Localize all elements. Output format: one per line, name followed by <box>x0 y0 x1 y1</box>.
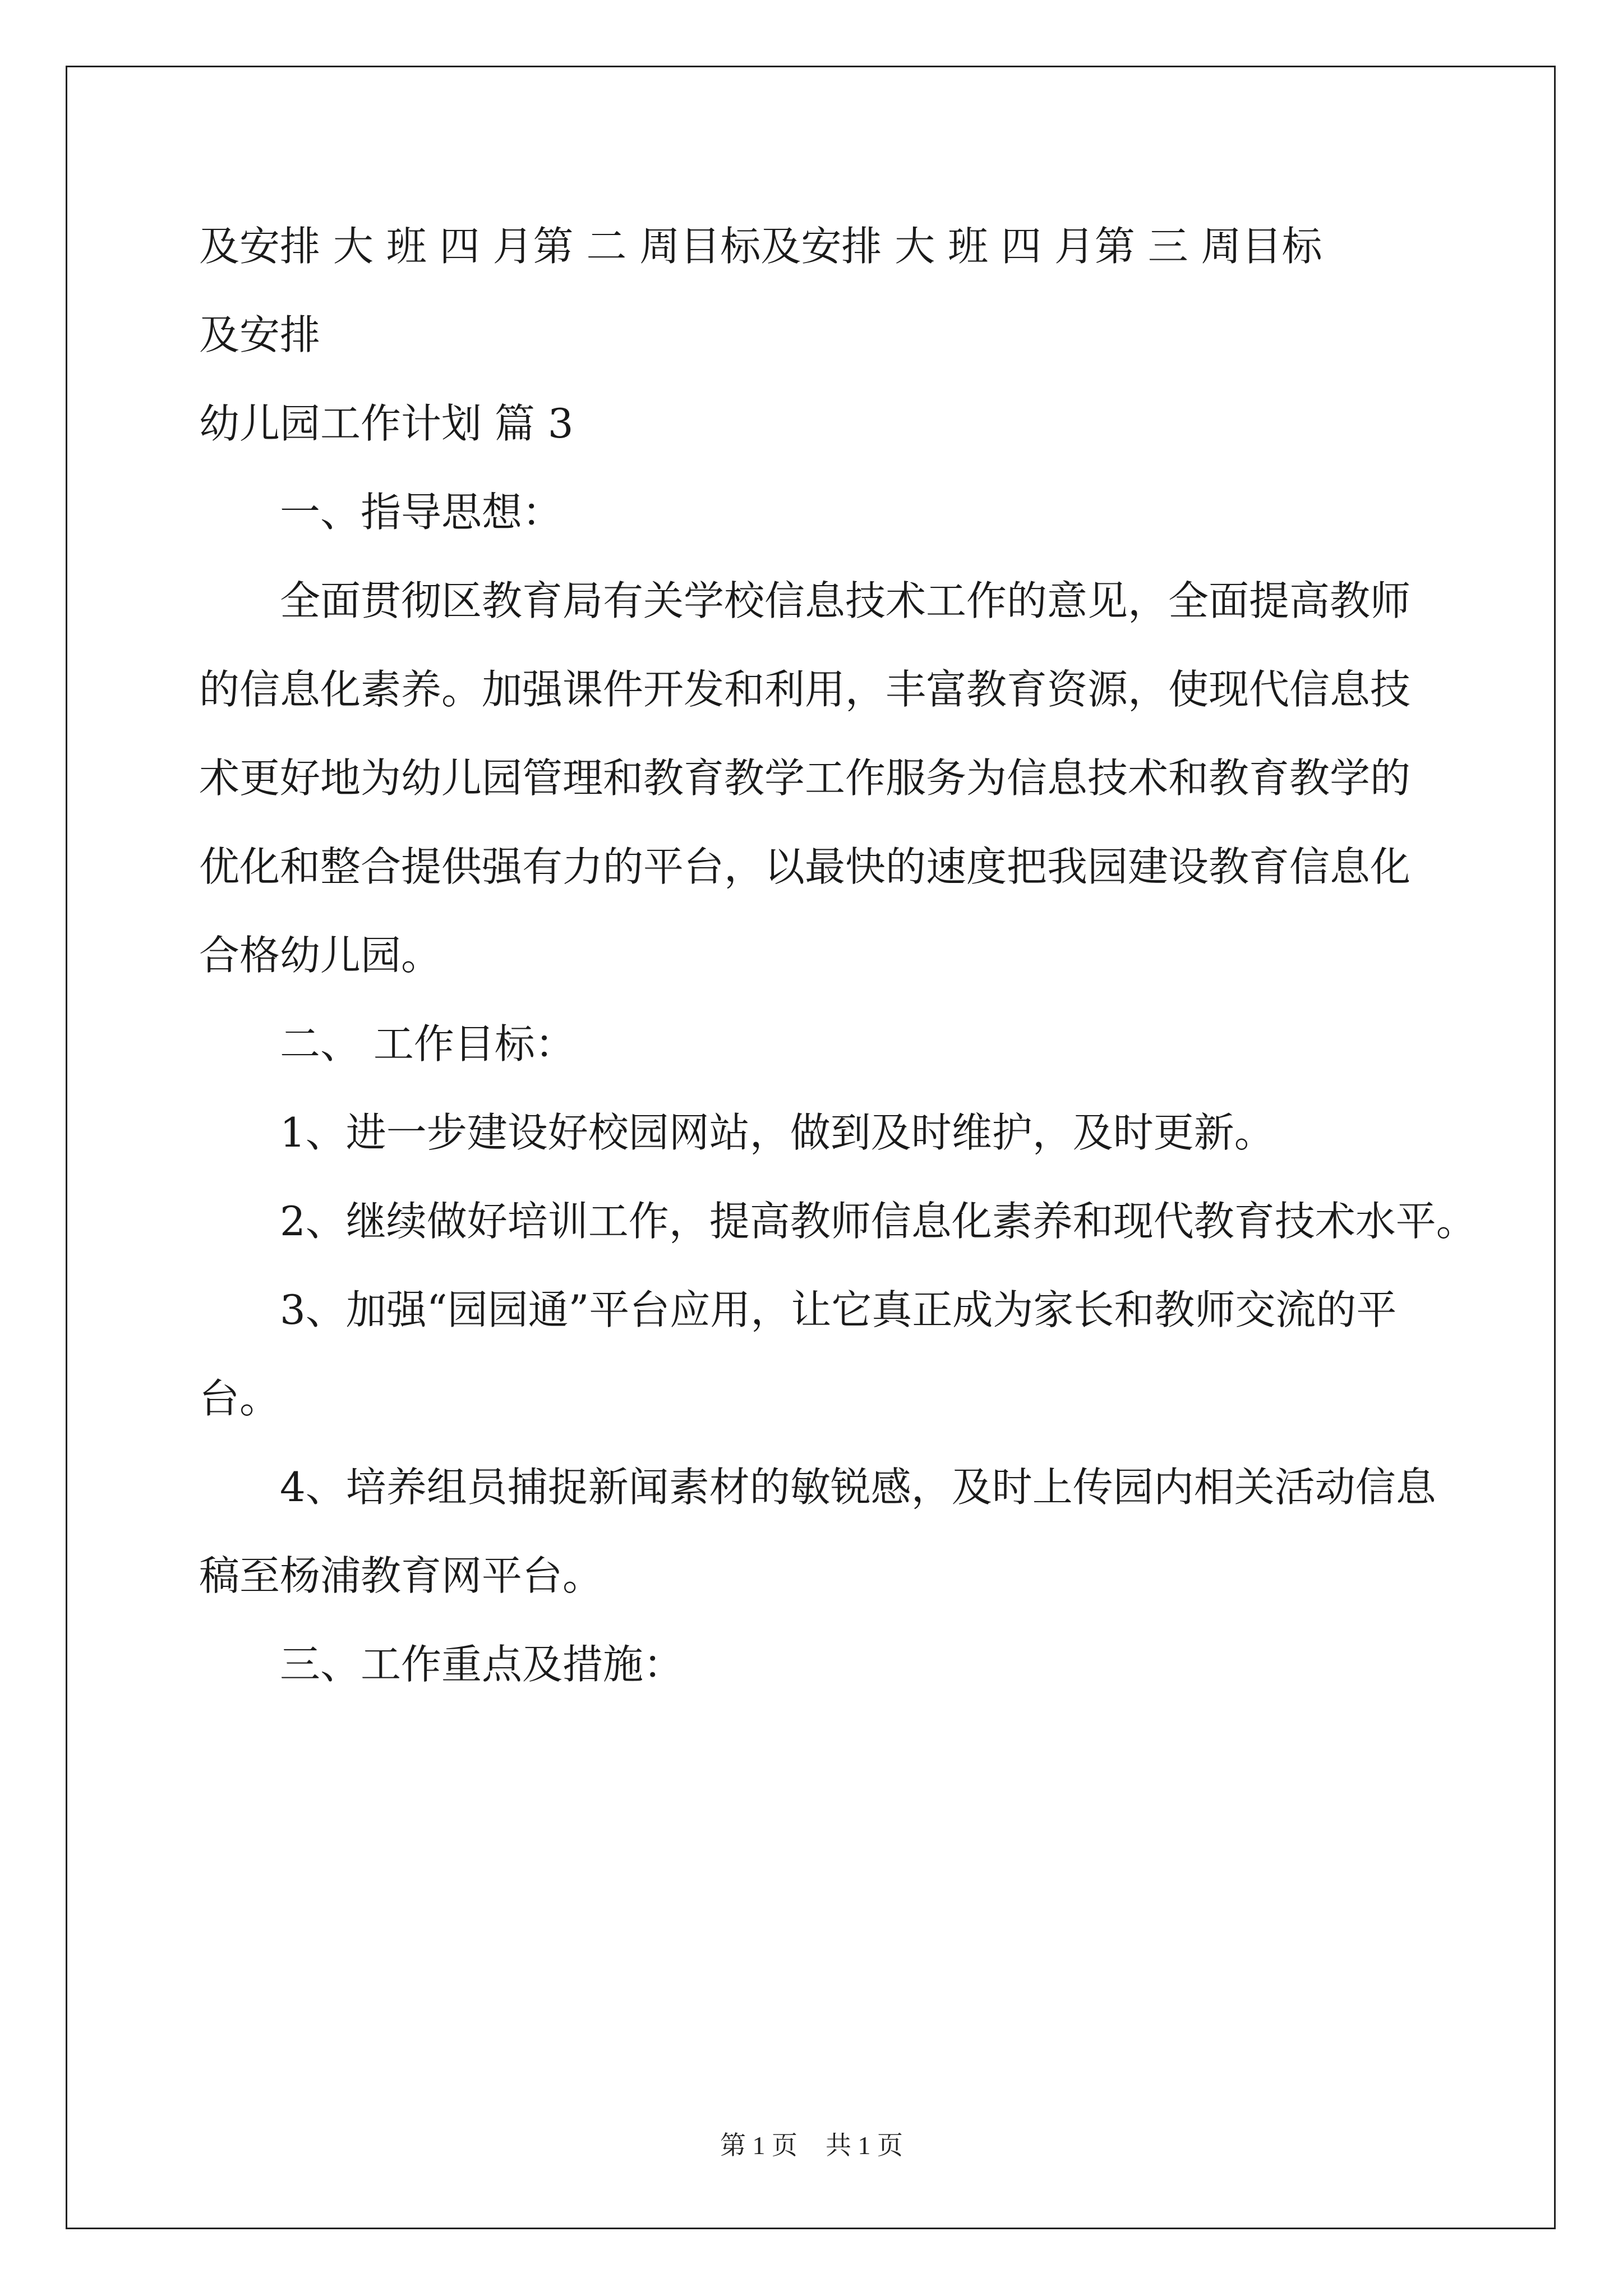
paragraph-line: 的信息化素养。加强课件开发和利用，丰富教育资源，使现代信息技 <box>199 666 1411 713</box>
page-footer <box>0 2125 1623 2162</box>
text-line: 及安排 <box>199 311 321 358</box>
document-body <box>199 202 1477 1709</box>
subsection-heading: 一、指导思想： <box>280 489 563 536</box>
subsection-heading: 二、 工作目标： <box>280 1020 575 1068</box>
list-item: 4、培养组员捕捉新闻素材的敏锐感，及时上传园内相关活动信息 <box>280 1464 1436 1511</box>
list-item-continuation: 稿至杨浦教育网平台。 <box>199 1552 603 1599</box>
paragraph-line: 术更好地为幼儿园管理和教育教学工作服务为信息技术和教育教学的 <box>199 754 1411 802</box>
list-item-continuation: 台。 <box>199 1375 280 1422</box>
list-item: 1、进一步建设好校园网站，做到及时维护，及时更新。 <box>280 1109 1275 1156</box>
page-total: 共 1 页 <box>826 2131 903 2160</box>
list-item: 2、继续做好培训工作，提高教师信息化素养和现代教育技术水平。 <box>280 1198 1477 1245</box>
section-heading: 幼儿园工作计划 篇 3 <box>199 400 574 447</box>
paragraph-line: 优化和整合提供强有力的平台，以最快的速度把我园建设教育信息化 <box>199 843 1411 890</box>
subsection-heading: 三、工作重点及措施： <box>280 1641 684 1688</box>
paragraph-line: 全面贯彻区教育局有关学校信息技术工作的意见，全面提高教师 <box>280 577 1411 624</box>
paragraph-line: 合格幼儿园。 <box>199 932 442 979</box>
list-item: 3、加强“园园通”平台应用，让它真正成为家长和教师交流的平 <box>280 1286 1397 1333</box>
text-line: 及安排 大 班 四 月第 二 周目标及安排 大 班 四 月第 三 周目标 <box>199 223 1322 270</box>
page-number: 第 1 页 <box>720 2131 797 2160</box>
